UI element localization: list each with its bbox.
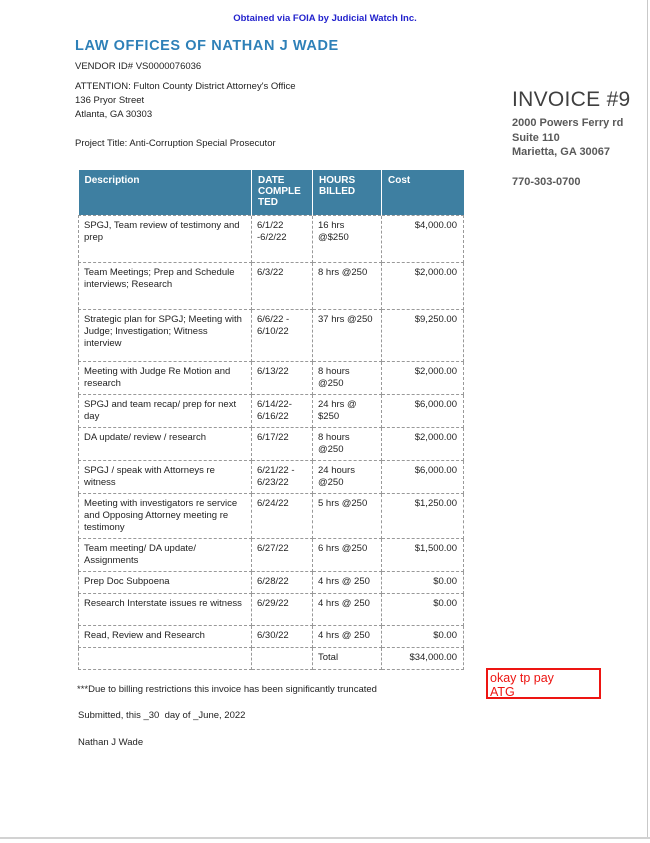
approval-line2: ATG <box>490 685 515 699</box>
table-header-row <box>79 170 464 215</box>
recipient-street: 136 Pryor Street <box>75 95 145 106</box>
cell-cost: $9,250.00 <box>382 309 464 361</box>
cell-description: Research Interstate issues re witness <box>79 593 252 625</box>
cell-cost: $2,000.00 <box>382 361 464 394</box>
total-label: Total <box>313 647 382 669</box>
cell-cost: $2,000.00 <box>382 427 464 460</box>
cell-cost: $6,000.00 <box>382 394 464 427</box>
cell-hours: 16 hrs @$250 <box>313 215 382 262</box>
invoice-street: 2000 Powers Ferry rd <box>512 117 624 129</box>
cell-date: 6/27/22 <box>252 538 313 571</box>
cell-date: 6/28/22 <box>252 571 313 593</box>
cell-description: Prep Doc Subpoena <box>79 571 252 593</box>
table-row <box>79 309 464 361</box>
table-row <box>79 215 464 262</box>
table-row <box>79 427 464 460</box>
cell-description: Strategic plan for SPGJ; Meeting with Judge; Investigation; Witness interview <box>79 309 252 361</box>
cell-date: 6/1/22 -6/2/22 <box>252 215 313 262</box>
approval-annotation <box>486 668 601 699</box>
table-row <box>79 625 464 647</box>
invoice-meta-block <box>512 88 647 188</box>
cell-description: Meeting with Judge Re Motion and research <box>79 361 252 394</box>
cell-hours: 4 hrs @ 250 <box>313 571 382 593</box>
cell-description: SPGJ / speak with Attorneys re witness <box>79 460 252 493</box>
approval-line1: okay tp pay <box>490 671 554 685</box>
col-header-hours-billed: HOURS BILLED <box>313 170 382 215</box>
cell-hours: 4 hrs @ 250 <box>313 625 382 647</box>
cell-hours: 5 hrs @250 <box>313 493 382 538</box>
billing-table <box>78 170 464 670</box>
cell-hours: 24 hours @250 <box>313 460 382 493</box>
attention-line: ATTENTION: Fulton County District Attorney's Office <box>75 81 296 92</box>
table-total-row <box>79 647 464 669</box>
cell-date: 6/21/22 - 6/23/22 <box>252 460 313 493</box>
project-title: Project Title: Anti-Corruption Special Prosecutor <box>75 138 276 149</box>
table-row <box>79 593 464 625</box>
cell-cost: $2,000.00 <box>382 262 464 309</box>
cell-empty <box>252 647 313 669</box>
table-row <box>79 394 464 427</box>
cell-date: 6/29/22 <box>252 593 313 625</box>
cell-date: 6/30/22 <box>252 625 313 647</box>
cell-description: Team Meetings; Prep and Schedule interviews; Research <box>79 262 252 309</box>
cell-hours: 6 hrs @250 <box>313 538 382 571</box>
cell-hours: 8 hours @250 <box>313 427 382 460</box>
table-row <box>79 460 464 493</box>
total-value: $34,000.00 <box>382 647 464 669</box>
foia-banner: Obtained via FOIA by Judicial Watch Inc. <box>233 13 417 24</box>
cell-description: Team meeting/ DA update/ Assignments <box>79 538 252 571</box>
cell-description: Read, Review and Research <box>79 625 252 647</box>
recipient-city: Atlanta, GA 30303 <box>75 109 153 120</box>
cell-date: 6/24/22 <box>252 493 313 538</box>
cell-date: 6/13/22 <box>252 361 313 394</box>
cell-cost: $0.00 <box>382 593 464 625</box>
cell-cost: $1,250.00 <box>382 493 464 538</box>
cell-date: 6/6/22 - 6/10/22 <box>252 309 313 361</box>
firm-name: LAW OFFICES OF NATHAN J WADE <box>75 38 339 54</box>
invoice-number: INVOICE #9 <box>512 88 631 111</box>
cell-cost: $0.00 <box>382 625 464 647</box>
recipient-address-block <box>75 80 296 122</box>
vendor-id: VENDOR ID# VS0000076036 <box>75 61 202 72</box>
cell-description: DA update/ review / research <box>79 427 252 460</box>
cell-description: SPGJ and team recap/ prep for next day <box>79 394 252 427</box>
cell-hours: 8 hrs @250 <box>313 262 382 309</box>
truncation-note: ***Due to billing restrictions this invoice has been significantly truncated <box>77 684 377 695</box>
invoice-address <box>512 116 647 160</box>
cell-hours: 8 hours @250 <box>313 361 382 394</box>
table-row <box>79 493 464 538</box>
invoice-suite: Suite 110 <box>512 131 560 144</box>
cell-description: Meeting with investigators re service and Opposing Attorney meeting re testimony <box>79 493 252 538</box>
cell-hours: 4 hrs @ 250 <box>313 593 382 625</box>
signature-name: Nathan J Wade <box>78 737 144 748</box>
col-header-description: Description <box>79 170 252 215</box>
cell-cost: $4,000.00 <box>382 215 464 262</box>
cell-empty <box>79 647 252 669</box>
table-row <box>79 538 464 571</box>
cell-hours: 37 hrs @250 <box>313 309 382 361</box>
cell-description: SPGJ, Team review of testimony and prep <box>79 215 252 262</box>
cell-cost: $1,500.00 <box>382 538 464 571</box>
col-header-date-completed: DATE COMPLETED <box>252 170 313 215</box>
table-row <box>79 361 464 394</box>
cell-cost: $6,000.00 <box>382 460 464 493</box>
col-header-cost: Cost <box>382 170 464 215</box>
cell-date: 6/3/22 <box>252 262 313 309</box>
page-edge-right <box>647 0 648 838</box>
submitted-line: Submitted, this _30 day of _June, 2022 <box>78 710 246 721</box>
cell-hours: 24 hrs @ $250 <box>313 394 382 427</box>
invoice-phone: 770-303-0700 <box>512 175 581 188</box>
cell-date: 6/14/22- 6/16/22 <box>252 394 313 427</box>
page-edge-bottom <box>0 837 650 839</box>
cell-date: 6/17/22 <box>252 427 313 460</box>
table-row <box>79 571 464 593</box>
table-row <box>79 262 464 309</box>
cell-cost: $0.00 <box>382 571 464 593</box>
invoice-city: Marietta, GA 30067 <box>512 146 611 158</box>
